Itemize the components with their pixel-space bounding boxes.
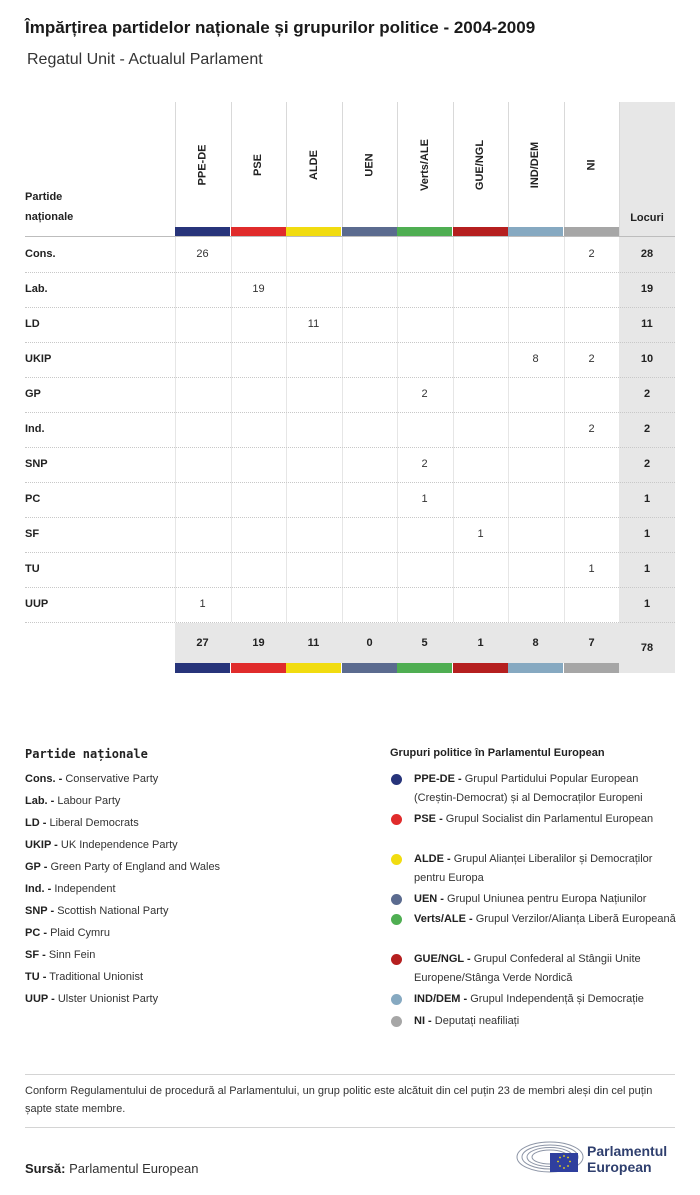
table-cell bbox=[231, 552, 286, 587]
row-seats-total: 1 bbox=[643, 598, 651, 610]
column-divider bbox=[619, 102, 620, 236]
table-row bbox=[25, 377, 675, 413]
row-header bbox=[25, 187, 73, 227]
column-total: 5 bbox=[421, 637, 428, 649]
table-cell bbox=[397, 307, 452, 342]
table-cell bbox=[508, 272, 563, 307]
group-abbr: ALDE - bbox=[414, 853, 451, 865]
row-party-label: Cons. bbox=[25, 248, 56, 260]
group-name: Grupul Verzilor/Alianța Liberă Europeană bbox=[475, 913, 676, 925]
table-cell bbox=[564, 447, 619, 482]
party-abbr: Ind. - bbox=[25, 883, 52, 895]
group-color-bar bbox=[175, 663, 230, 673]
party-legend-item bbox=[25, 971, 143, 983]
table-cell bbox=[453, 447, 508, 482]
table-cell bbox=[286, 552, 341, 587]
group-color-bar bbox=[342, 663, 397, 673]
table-cell bbox=[397, 412, 452, 447]
party-legend-item bbox=[25, 795, 120, 807]
group-color-dot bbox=[391, 1016, 402, 1027]
party-legend-item bbox=[25, 861, 220, 873]
group-legend-item bbox=[414, 890, 679, 909]
row-party-label: LD bbox=[25, 318, 40, 330]
row-seats-total: 28 bbox=[640, 248, 654, 260]
party-abbr: UUP - bbox=[25, 993, 55, 1005]
table-cell bbox=[453, 377, 508, 412]
column-total: 27 bbox=[196, 637, 209, 649]
column-total: 7 bbox=[588, 637, 595, 649]
table-cell bbox=[231, 307, 286, 342]
table-cell bbox=[564, 587, 619, 622]
table-row bbox=[25, 412, 675, 448]
party-name: Ulster Unionist Party bbox=[57, 993, 159, 1005]
table-row bbox=[25, 272, 675, 308]
group-legend-item bbox=[414, 810, 679, 829]
table-cell bbox=[342, 587, 397, 622]
column-total: 19 bbox=[252, 637, 265, 649]
table-cell bbox=[342, 412, 397, 447]
party-abbr: Cons. - bbox=[25, 773, 63, 785]
seats-header: Locuri bbox=[630, 212, 664, 224]
table-cell bbox=[397, 237, 452, 272]
source-label: Sursă: bbox=[25, 1161, 66, 1176]
table-cell bbox=[453, 482, 508, 517]
table-row bbox=[25, 447, 675, 483]
row-seats-total: 2 bbox=[643, 423, 651, 435]
group-name: Grupul Socialist din Parlamentul European bbox=[445, 813, 654, 825]
table-cell bbox=[453, 237, 508, 272]
table-row bbox=[25, 587, 675, 623]
party-legend-item bbox=[25, 839, 178, 851]
table-cell bbox=[231, 342, 286, 377]
table-cell: 2 bbox=[421, 458, 428, 470]
table-cell bbox=[175, 552, 230, 587]
column-header-label: PSE bbox=[252, 153, 265, 176]
table-cell: 19 bbox=[252, 283, 265, 295]
table-row bbox=[25, 482, 675, 518]
group-abbr: PPE-DE - bbox=[414, 773, 462, 785]
party-abbr: PC - bbox=[25, 927, 47, 939]
table-cell bbox=[508, 237, 563, 272]
party-abbr: SF - bbox=[25, 949, 46, 961]
group-abbr: NI - bbox=[414, 1015, 432, 1027]
table-cell bbox=[231, 447, 286, 482]
table-cell: 1 bbox=[199, 598, 206, 610]
table-cell bbox=[508, 517, 563, 552]
column-header bbox=[175, 102, 230, 227]
party-abbr: GP - bbox=[25, 861, 48, 873]
table-cell bbox=[286, 342, 341, 377]
column-header bbox=[231, 102, 286, 227]
party-name: Sinn Fein bbox=[48, 949, 96, 961]
table-cell bbox=[286, 482, 341, 517]
column-header-label: IND/DEM bbox=[529, 141, 542, 188]
party-abbr: UKIP - bbox=[25, 839, 58, 851]
table-cell bbox=[175, 342, 230, 377]
table-cell bbox=[286, 517, 341, 552]
table-cell bbox=[342, 517, 397, 552]
page-title: Împărțirea partidelor naționale și grupurilor politice - 2004-2009 bbox=[25, 18, 536, 37]
table-cell bbox=[453, 587, 508, 622]
row-party-label: PC bbox=[25, 493, 41, 505]
table-cell: 1 bbox=[477, 528, 484, 540]
party-name: Green Party of England and Wales bbox=[50, 861, 221, 873]
table-cell bbox=[342, 237, 397, 272]
row-seats-total: 1 bbox=[643, 563, 651, 575]
group-color-dot bbox=[391, 914, 402, 925]
table-row bbox=[25, 342, 675, 378]
table-cell bbox=[342, 377, 397, 412]
column-total: 11 bbox=[307, 637, 320, 649]
party-legend-item bbox=[25, 949, 95, 961]
column-total: 1 bbox=[477, 637, 484, 649]
column-header bbox=[342, 102, 397, 227]
ep-logo bbox=[515, 1135, 680, 1177]
table-cell bbox=[231, 482, 286, 517]
party-abbr: LD - bbox=[25, 817, 47, 829]
party-legend-item bbox=[25, 817, 139, 829]
table-cell bbox=[508, 552, 563, 587]
table-row bbox=[25, 552, 675, 588]
group-color-bar bbox=[564, 663, 619, 673]
table-cell bbox=[342, 447, 397, 482]
row-seats-total: 2 bbox=[643, 388, 651, 400]
group-name: Grupul Alianței Liberalilor și Democraților pentru Europa bbox=[414, 853, 653, 884]
table-cell bbox=[175, 272, 230, 307]
party-abbr: TU - bbox=[25, 971, 47, 983]
table-cell: 2 bbox=[588, 248, 595, 260]
group-color-dot bbox=[391, 894, 402, 905]
row-party-label: GP bbox=[25, 388, 41, 400]
group-name: Grupul Partidului Popular European (Creștin-Democrat) și al Democraților Europeni bbox=[414, 773, 643, 804]
column-header-label: ALDE bbox=[307, 149, 320, 180]
table-cell bbox=[342, 552, 397, 587]
table-cell bbox=[286, 272, 341, 307]
table-cell bbox=[342, 342, 397, 377]
group-abbr: GUE/NGL - bbox=[414, 953, 471, 965]
party-abbr: SNP - bbox=[25, 905, 55, 917]
table-cell: 11 bbox=[307, 318, 320, 330]
row-seats-total: 2 bbox=[643, 458, 651, 470]
logo-line1: Parlamentul bbox=[587, 1143, 668, 1159]
table-cell: 26 bbox=[196, 248, 209, 260]
row-seats-total: 10 bbox=[640, 353, 654, 365]
row-party-label: UKIP bbox=[25, 353, 52, 365]
table-row bbox=[25, 237, 675, 273]
table-cell bbox=[175, 447, 230, 482]
group-color-bar bbox=[286, 663, 341, 673]
page-subtitle: Regatul Unit - Actualul Parlament bbox=[27, 51, 263, 68]
table-cell bbox=[342, 307, 397, 342]
table-cell: 2 bbox=[421, 388, 428, 400]
table-cell bbox=[231, 412, 286, 447]
table-cell bbox=[564, 517, 619, 552]
table-cell bbox=[231, 517, 286, 552]
group-color-bar bbox=[231, 663, 286, 673]
group-legend-item bbox=[414, 770, 679, 808]
column-header bbox=[397, 102, 452, 227]
table-cell bbox=[564, 482, 619, 517]
party-name: Plaid Cymru bbox=[50, 927, 110, 939]
party-name: Labour Party bbox=[57, 795, 121, 807]
grand-total: 78 bbox=[640, 642, 654, 654]
table-cell bbox=[175, 517, 230, 552]
row-seats-total: 1 bbox=[643, 528, 651, 540]
table-cell bbox=[397, 517, 452, 552]
table-cell: 1 bbox=[421, 493, 428, 505]
column-header bbox=[508, 102, 563, 227]
column-header bbox=[564, 102, 619, 227]
party-legend-item bbox=[25, 883, 116, 895]
row-party-label: Lab. bbox=[25, 283, 48, 295]
divider bbox=[25, 1074, 675, 1075]
logo-line2: European bbox=[587, 1159, 652, 1175]
table-cell bbox=[342, 272, 397, 307]
table-cell bbox=[397, 587, 452, 622]
group-legend-item bbox=[414, 850, 679, 888]
party-name: Independent bbox=[54, 883, 116, 895]
table-cell bbox=[564, 307, 619, 342]
table-cell bbox=[508, 482, 563, 517]
table-cell bbox=[397, 342, 452, 377]
group-color-dot bbox=[391, 854, 402, 865]
table-cell bbox=[508, 377, 563, 412]
column-header bbox=[453, 102, 508, 227]
table-cell bbox=[231, 377, 286, 412]
row-party-label: SF bbox=[25, 528, 40, 540]
footnote: Conform Regulamentului de procedură al Parlamentului, un grup politic este alcătuit din cel puțin 23 de membri aleși din cel puțin șapte state membre. bbox=[25, 1085, 653, 1115]
row-header-line1: Partide bbox=[25, 191, 63, 203]
table-cell bbox=[397, 552, 452, 587]
row-header-line2: naționale bbox=[25, 211, 74, 223]
row-party-label: UUP bbox=[25, 598, 49, 610]
table-cell bbox=[508, 412, 563, 447]
table-cell bbox=[286, 377, 341, 412]
table-cell bbox=[564, 377, 619, 412]
row-seats-total: 11 bbox=[641, 318, 653, 330]
party-legend-item bbox=[25, 927, 110, 939]
row-seats-total: 19 bbox=[640, 283, 654, 295]
table-cell bbox=[342, 482, 397, 517]
column-header bbox=[286, 102, 341, 227]
party-legend-item bbox=[25, 773, 158, 785]
party-abbr: Lab. - bbox=[25, 795, 55, 807]
table-cell: 1 bbox=[588, 563, 595, 575]
column-total: 0 bbox=[366, 637, 373, 649]
table-cell bbox=[397, 272, 452, 307]
table-cell bbox=[286, 237, 341, 272]
party-name: Liberal Democrats bbox=[49, 817, 139, 829]
row-party-label: TU bbox=[25, 563, 40, 575]
group-legend-item bbox=[414, 910, 679, 929]
party-legend-item bbox=[25, 905, 168, 917]
table-cell bbox=[286, 587, 341, 622]
group-color-bar bbox=[453, 663, 508, 673]
row-party-label: Ind. bbox=[25, 423, 45, 435]
group-legend-item bbox=[414, 950, 679, 988]
table-cell bbox=[453, 412, 508, 447]
group-name: Deputați neafiliați bbox=[434, 1015, 520, 1027]
source bbox=[25, 1161, 198, 1176]
group-color-bar bbox=[397, 663, 452, 673]
group-abbr: PSE - bbox=[414, 813, 443, 825]
row-party-label: SNP bbox=[25, 458, 48, 470]
table-cell bbox=[175, 482, 230, 517]
table-cell bbox=[564, 272, 619, 307]
group-color-dot bbox=[391, 994, 402, 1005]
table-cell bbox=[175, 412, 230, 447]
table-cell bbox=[286, 447, 341, 482]
party-name: UK Independence Party bbox=[60, 839, 178, 851]
table-cell bbox=[231, 587, 286, 622]
party-legend-item bbox=[25, 993, 158, 1005]
group-name: Grupul Confederal al Stângii Unite Europene/Stânga Verde Nordică bbox=[414, 953, 641, 984]
parties-legend-title: Partide naționale bbox=[25, 747, 148, 761]
table-cell bbox=[453, 307, 508, 342]
table-cell bbox=[508, 587, 563, 622]
source-value: Parlamentul European bbox=[69, 1161, 199, 1176]
hemicycle-icon bbox=[515, 1135, 585, 1177]
table-cell bbox=[508, 307, 563, 342]
table-cell: 2 bbox=[588, 423, 595, 435]
row-seats-total: 1 bbox=[643, 493, 651, 505]
group-legend-item bbox=[414, 990, 679, 1009]
table-cell: 8 bbox=[532, 353, 539, 365]
table-cell bbox=[453, 342, 508, 377]
group-abbr: UEN - bbox=[414, 893, 444, 905]
group-abbr: Verts/ALE - bbox=[414, 913, 473, 925]
table-cell bbox=[453, 272, 508, 307]
group-abbr: IND/DEM - bbox=[414, 993, 468, 1005]
column-header-label: PPE-DE bbox=[196, 144, 209, 185]
table-row bbox=[25, 517, 675, 553]
group-color-dot bbox=[391, 814, 402, 825]
column-total: 8 bbox=[532, 637, 539, 649]
table-cell bbox=[175, 377, 230, 412]
table-cell bbox=[286, 412, 341, 447]
table-cell bbox=[175, 307, 230, 342]
column-header-label: UEN bbox=[363, 152, 376, 177]
table-cell bbox=[231, 237, 286, 272]
column-header-label: GUE/NGL bbox=[474, 139, 487, 190]
table-cell bbox=[508, 447, 563, 482]
group-name: Grupul Uniunea pentru Europa Națiunilor bbox=[447, 893, 647, 905]
party-name: Conservative Party bbox=[65, 773, 159, 785]
table-cell bbox=[453, 552, 508, 587]
column-header-label: Verts/ALE bbox=[418, 138, 431, 191]
divider bbox=[25, 1127, 675, 1128]
table-row bbox=[25, 307, 675, 343]
group-color-dot bbox=[391, 774, 402, 785]
column-header-label: NI bbox=[585, 159, 598, 170]
group-name: Grupul Independență și Democrație bbox=[470, 993, 644, 1005]
groups-legend-title: Grupuri politice în Parlamentul European bbox=[390, 747, 605, 759]
party-name: Scottish National Party bbox=[57, 905, 169, 917]
group-color-dot bbox=[391, 954, 402, 965]
group-color-bar bbox=[508, 663, 563, 673]
group-legend-item bbox=[414, 1012, 679, 1031]
table-cell: 2 bbox=[588, 353, 595, 365]
party-name: Traditional Unionist bbox=[49, 971, 143, 983]
